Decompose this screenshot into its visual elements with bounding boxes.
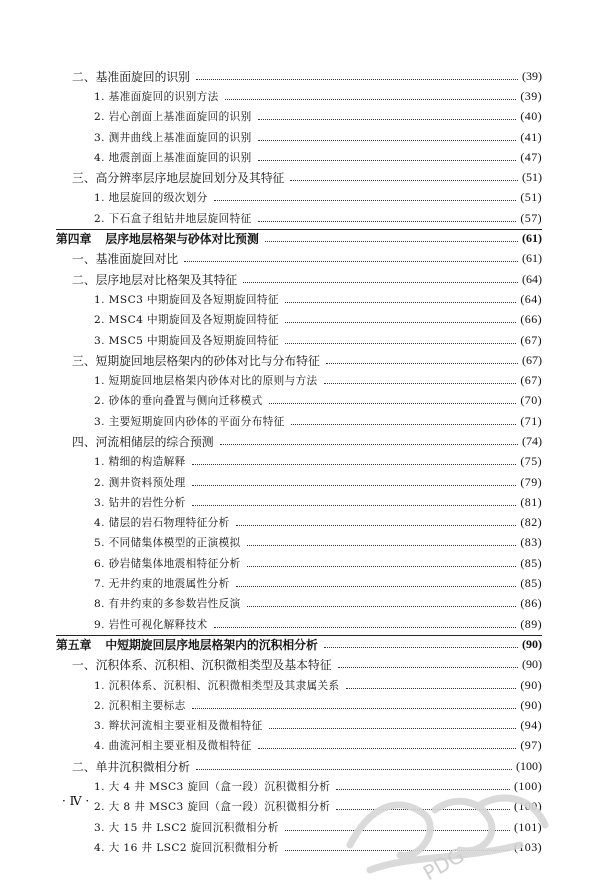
- toc-page-number: (100): [516, 758, 542, 773]
- toc-subsection-row[interactable]: [56, 391, 542, 411]
- dot-leader: [196, 769, 512, 770]
- toc-subsection-row[interactable]: [56, 188, 542, 208]
- toc-page-number: (41): [520, 129, 542, 144]
- toc-entry-label: 三、高分辨率层序地层旋回划分及其特征: [72, 171, 285, 186]
- dot-leader: [285, 322, 516, 323]
- toc-entry-label: 2. 下石盒子组钻井地层旋回特征: [94, 212, 252, 225]
- toc-subsection-row[interactable]: [56, 675, 542, 695]
- toc-section-row[interactable]: [56, 431, 542, 451]
- toc-page-number: (97): [520, 738, 542, 753]
- toc-entry-label: 4. 大 16 井 LSC2 旋回沉积微相分析: [94, 841, 279, 854]
- dot-leader: [192, 708, 517, 709]
- toc-subsection-row[interactable]: [56, 289, 542, 309]
- dot-leader: [247, 606, 517, 607]
- toc-page-number: (90): [520, 697, 542, 712]
- toc-subsection-row[interactable]: [56, 86, 542, 106]
- dot-leader: [214, 200, 517, 201]
- toc-subsection-row[interactable]: [56, 472, 542, 492]
- watermark-stamp: [330, 775, 560, 885]
- toc-entry-label: 1. 大 4 井 MSC3 旋回（盒一段）沉积微相分析: [94, 781, 331, 794]
- toc-page-number: (100): [514, 799, 542, 814]
- dot-leader: [258, 140, 517, 141]
- chapter-title: 层序地层格架与砂体对比预测: [105, 232, 259, 247]
- toc-page-number: (85): [520, 555, 542, 570]
- watermark-text: PDG: [418, 842, 469, 885]
- toc-entry-label: 6. 砂岩储集体地震相特征分析: [94, 557, 241, 570]
- dot-leader: [196, 79, 518, 80]
- chapter-number: 第五章: [56, 637, 92, 652]
- table-of-contents: [56, 66, 542, 858]
- dot-leader: [258, 160, 517, 161]
- toc-subsection-row[interactable]: [56, 370, 542, 390]
- toc-entry-label: 2. 测井资料预处理: [94, 476, 186, 489]
- toc-page-number: (90): [522, 657, 542, 672]
- toc-subsection-row[interactable]: [56, 716, 542, 736]
- toc-subsection-row[interactable]: [56, 310, 542, 330]
- chapter-number: 第四章: [56, 232, 92, 247]
- toc-section-row[interactable]: [56, 66, 542, 86]
- toc-page-number: (66): [520, 312, 542, 327]
- dot-leader: [285, 343, 516, 344]
- dot-leader: [192, 505, 517, 506]
- toc-entry-label: 3. 钻井的岩性分析: [94, 496, 186, 509]
- dot-leader: [291, 424, 517, 425]
- toc-page-number: (90): [522, 636, 542, 651]
- toc-page-number: (57): [520, 210, 542, 225]
- toc-subsection-row[interactable]: [56, 452, 542, 472]
- toc-entry-label: 一、基准面旋回对比: [72, 252, 179, 267]
- toc-entry-label: 一、沉积体系、沉积相、沉积微相类型及基本特征: [72, 658, 332, 673]
- toc-subsection-row[interactable]: [56, 553, 542, 573]
- toc-page-number: (75): [520, 454, 542, 469]
- toc-entry-label: 3. 大 15 井 LSC2 旋回沉积微相分析: [94, 821, 279, 834]
- toc-page-number: (51): [520, 190, 542, 205]
- chapter-top-rule: [56, 635, 542, 636]
- toc-entry-label: 二、单井沉积微相分析: [72, 759, 190, 774]
- toc-subsection-row[interactable]: [56, 411, 542, 431]
- dot-leader: [258, 748, 517, 749]
- toc-entry-label: [56, 636, 320, 653]
- toc-chapter-row[interactable]: [56, 228, 542, 248]
- toc-entry-label: 8. 有井约束的多参数岩性反演: [94, 598, 241, 611]
- toc-page-number: (47): [520, 149, 542, 164]
- toc-subsection-row[interactable]: [56, 614, 542, 634]
- toc-section-row[interactable]: [56, 269, 542, 289]
- toc-page-number: (67): [520, 332, 542, 347]
- toc-entry-label: 1. 地层旋回的级次划分: [94, 192, 208, 205]
- toc-page-number: (40): [520, 109, 542, 124]
- toc-page-number: (39): [522, 68, 542, 83]
- page-number: · Ⅳ ·: [62, 794, 90, 808]
- toc-subsection-row[interactable]: [56, 127, 542, 147]
- toc-entry-label: 二、基准面旋回的识别: [72, 69, 190, 84]
- chapter-title: 中短期旋回层序地层格架内的沉积相分析: [105, 637, 318, 652]
- dot-leader: [285, 302, 516, 303]
- toc-subsection-row[interactable]: [56, 208, 542, 228]
- toc-page-number: (74): [522, 433, 542, 448]
- toc-entry-label: [56, 230, 261, 247]
- toc-chapter-row[interactable]: [56, 634, 542, 654]
- toc-entry-label: 二、层序地层对比格架及其特征: [72, 272, 238, 287]
- toc-page-number: (64): [520, 291, 542, 306]
- toc-entry-label: 1. 沉积体系、沉积相、沉积微相类型及其隶属关系: [94, 679, 340, 692]
- toc-entry-label: 9. 岩性可视化解释技术: [94, 618, 208, 631]
- toc-entry-label: 4. 曲流河相主要亚相及微相特征: [94, 740, 252, 753]
- toc-page-number: (61): [522, 251, 542, 266]
- toc-page-number: (90): [520, 677, 542, 692]
- toc-page-number: (103): [514, 839, 542, 854]
- dot-leader: [192, 464, 517, 465]
- toc-entry-label: 3. 辫状河流相主要亚相及微相特征: [94, 720, 263, 733]
- dot-leader: [265, 241, 518, 242]
- toc-entry-label: 4. 地震剖面上基准面旋回的识别: [94, 151, 252, 164]
- toc-page-number: (39): [520, 88, 542, 103]
- toc-subsection-row[interactable]: [56, 107, 542, 127]
- toc-entry-label: 3. MSC5 中期旋回及各短期旋回特征: [94, 334, 279, 347]
- toc-subsection-row[interactable]: [56, 492, 542, 512]
- toc-entry-label: 四、河流相储层的综合预测: [72, 434, 214, 449]
- dot-leader: [324, 647, 518, 648]
- toc-subsection-row[interactable]: [56, 330, 542, 350]
- toc-page-number: (85): [520, 576, 542, 591]
- toc-entry-label: 1. 短期旋回地层格架内砂体对比的原则与方法: [94, 375, 318, 388]
- toc-entry-label: 2. 砂体的垂向叠置与侧向迁移模式: [94, 395, 263, 408]
- toc-page-number: (61): [522, 231, 542, 246]
- toc-entry-label: 7. 无井约束的地震属性分析: [94, 578, 230, 591]
- toc-page-number: (81): [520, 494, 542, 509]
- dot-leader: [324, 383, 517, 384]
- toc-page-number: (51): [522, 170, 542, 185]
- dot-leader: [236, 525, 517, 526]
- dot-leader: [290, 180, 518, 181]
- dot-leader: [236, 586, 517, 587]
- dot-leader: [220, 444, 518, 445]
- dot-leader: [326, 363, 518, 364]
- toc-page-number: (71): [520, 413, 542, 428]
- toc-subsection-row[interactable]: [56, 147, 542, 167]
- dot-leader: [214, 627, 517, 628]
- toc-section-row[interactable]: [56, 756, 542, 776]
- toc-subsection-row[interactable]: [56, 513, 542, 533]
- toc-page-number: (83): [520, 535, 542, 550]
- toc-page-number: (67): [520, 373, 542, 388]
- toc-subsection-row[interactable]: [56, 573, 542, 593]
- toc-subsection-row[interactable]: [56, 594, 542, 614]
- toc-page-number: (94): [520, 718, 542, 733]
- dot-leader: [247, 566, 517, 567]
- toc-entry-label: 2. 沉积相主要标志: [94, 699, 186, 712]
- toc-subsection-row[interactable]: [56, 695, 542, 715]
- dot-leader: [225, 99, 517, 100]
- toc-entry-label: 三、短期旋回地层格架内的砂体对比与分布特征: [72, 353, 320, 368]
- dot-leader: [247, 545, 517, 546]
- toc-entry-label: 5. 不同储集体模型的正演模拟: [94, 537, 241, 550]
- toc-entry-label: 3. 主要短期旋回内砂体的平面分布特征: [94, 415, 285, 428]
- chapter-top-rule: [56, 229, 542, 230]
- toc-page-number: (67): [522, 352, 542, 367]
- toc-page-number: (100): [514, 779, 542, 794]
- toc-page-number: (101): [514, 819, 542, 834]
- toc-entry-label: 2. 大 8 井 MSC3 旋回（盒一段）沉积微相分析: [94, 801, 331, 814]
- toc-subsection-row[interactable]: [56, 533, 542, 553]
- toc-entry-label: 1. MSC3 中期旋回及各短期旋回特征: [94, 293, 279, 306]
- toc-page-number: (86): [520, 596, 542, 611]
- dot-leader: [243, 282, 518, 283]
- toc-entry-label: 4. 储层的岩石物理特征分析: [94, 517, 230, 530]
- toc-page-number: (64): [522, 271, 542, 286]
- toc-entry-label: 1. 精细的构造解释: [94, 456, 186, 469]
- toc-page-number: (70): [520, 393, 542, 408]
- toc-entry-label: 3. 测井曲线上基准面旋回的识别: [94, 131, 252, 144]
- dot-leader: [269, 403, 517, 404]
- dot-leader: [192, 485, 517, 486]
- dot-leader: [258, 221, 517, 222]
- dot-leader: [269, 728, 517, 729]
- dot-leader: [184, 261, 518, 262]
- dot-leader: [258, 119, 517, 120]
- toc-page-number: (82): [520, 515, 542, 530]
- dot-leader: [346, 688, 517, 689]
- toc-page-number: (89): [520, 616, 542, 631]
- toc-entry-label: 1. 基准面旋回的识别方法: [94, 90, 219, 103]
- toc-section-row[interactable]: [56, 350, 542, 370]
- toc-entry-label: 2. MSC4 中期旋回及各短期旋回特征: [94, 314, 279, 327]
- toc-section-row[interactable]: [56, 655, 542, 675]
- dot-leader: [338, 667, 518, 668]
- toc-subsection-row[interactable]: [56, 736, 542, 756]
- toc-section-row[interactable]: [56, 167, 542, 187]
- toc-section-row[interactable]: [56, 249, 542, 269]
- toc-entry-label: 2. 岩心剖面上基准面旋回的识别: [94, 111, 252, 124]
- toc-page-number: (79): [520, 474, 542, 489]
